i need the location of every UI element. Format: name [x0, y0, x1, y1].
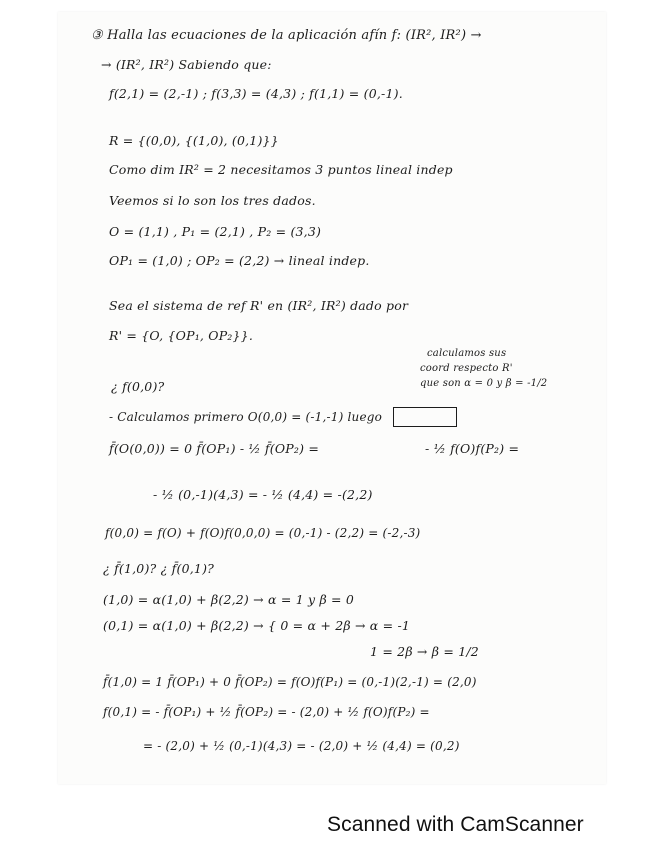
side-note-line-1: calculamos sus [427, 348, 507, 359]
new-reference-system: Sea el sistema de ref R' en (IR², IR²) dado por [109, 298, 409, 313]
f-origin-result: f(0,0) = f(O) + f(O)f(0,0,0) = (0,-1) - (2,2) = (-2,-3) [105, 526, 421, 540]
scanned-page [58, 12, 606, 784]
question-f-origin: ¿ f(0,0)? [111, 379, 165, 394]
coordinates-box [393, 407, 457, 427]
points-definition: O = (1,1) , P₁ = (2,1) , P₂ = (3,3) [109, 224, 322, 239]
vector-image-step-1: f̄(O(0,0)) = 0 f̄(OP₁) - ½ f̄(OP₂) = [109, 441, 320, 456]
f-image-0-1-result: = - (2,0) + ½ (0,-1)(4,3) = - (2,0) + ½ (4,4) = (0,2) [143, 739, 460, 753]
dimension-statement: Como dim IR² = 2 necesitamos 3 puntos lineal indep [109, 162, 453, 177]
given-mappings: f(2,1) = (2,-1) ; f(3,3) = (4,3) ; f(1,1) = (0,-1). [109, 86, 403, 101]
reference-system-R: R = {(0,0), {(1,0), (0,1)}} [109, 133, 279, 148]
camscanner-watermark: Scanned with CamScanner [327, 813, 584, 836]
side-note-line-2: coord respecto R' [420, 363, 513, 374]
check-independence: Veemos si lo son los tres dados. [109, 193, 316, 208]
vector-image-step-2: - ½ f(O)f(P₂) = [425, 441, 520, 456]
exercise-statement-line-2: → (IR², IR²) Sabiendo que: [101, 57, 272, 72]
vectors-independence: OP₁ = (1,0) ; OP₂ = (2,2) → lineal indep. [109, 253, 370, 268]
f-image-0-1-step-1: f(0,1) = - f̄(OP₁) + ½ f̄(OP₂) = - (2,0) + ½ f(O)f(P₂) = [103, 705, 430, 719]
coords-0-1-system: (0,1) = α(1,0) + β(2,2) → { 0 = α + 2β → α = -1 [103, 618, 411, 633]
side-note-line-3: que son α = 0 y β = -1/2 [420, 378, 548, 389]
f-image-1-0: f̄(1,0) = 1 f̄(OP₁) + 0 f̄(OP₂) = f(O)f(P₁) = (0,-1)(2,-1) = (2,0) [103, 675, 477, 689]
question-basis-images: ¿ f̄(1,0)? ¿ f̄(0,1)? [103, 561, 215, 576]
vector-image-step-3: - ½ (0,-1)(4,3) = - ½ (4,4) = -(2,2) [153, 487, 373, 502]
calculate-first-line: - Calculamos primero O(0,0) = (-1,-1) luego [109, 410, 383, 424]
reference-system-R-prime: R' = {O, {OP₁, OP₂}}. [109, 328, 254, 343]
exercise-statement-line-1: ③ Halla las ecuaciones de la aplicación afín f: (IR², IR²) → [91, 28, 482, 43]
coords-1-0: (1,0) = α(1,0) + β(2,2) → α = 1 y β = 0 [103, 592, 355, 607]
coords-0-1-beta: 1 = 2β → β = 1/2 [370, 644, 479, 659]
